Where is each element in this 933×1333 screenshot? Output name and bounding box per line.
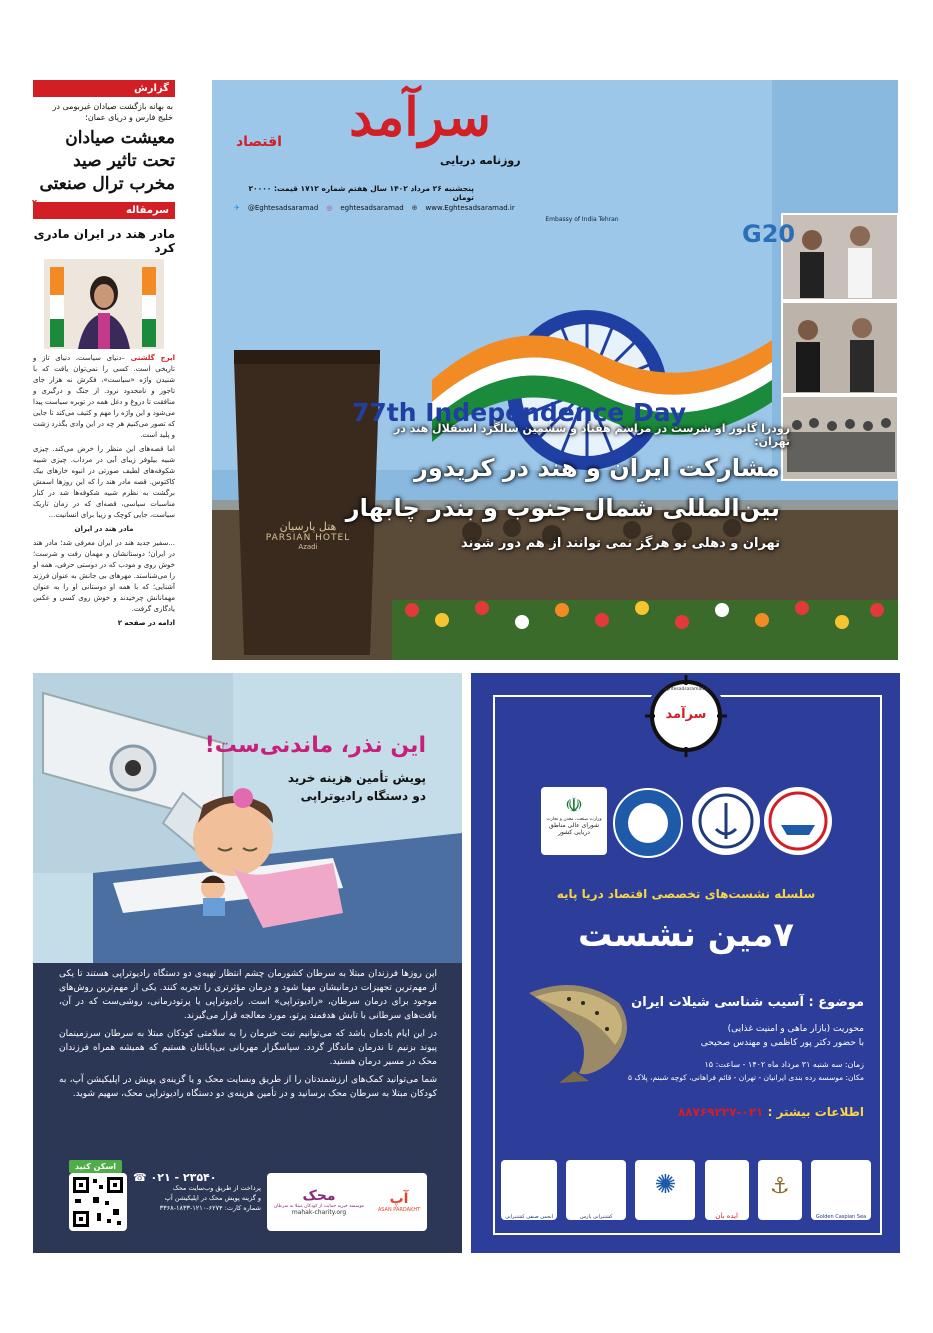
- session-details: [614, 995, 864, 1082]
- editorial-label: سرمقاله: [33, 202, 175, 219]
- editorial-subhead: مادر هند در ایران: [74, 525, 134, 533]
- issue-line: پنجشنبه ۲۶ مرداد ۱۴۰۲ سال هفتم شماره ۱۷۱۲ قیمت: ۲۰۰۰۰ تومان: [248, 184, 474, 202]
- council-name: وزارت صنعت، معدن و تجارت: [546, 817, 602, 822]
- anchor-icon: ⚓: [769, 1174, 790, 1199]
- shipping-logo-icon[interactable]: [763, 785, 833, 857]
- mahak-phone[interactable]: ☎ ۰۲۱ - ۲۳۵۴۰: [133, 1171, 217, 1184]
- helm-logo-site: eghtesadsaramad.ir: [663, 687, 709, 692]
- telegram-icon: ✈: [234, 204, 240, 212]
- bottom-logos: [501, 1157, 871, 1223]
- hero-scene: [212, 80, 898, 660]
- headline-line: تحت تاثیر صید: [73, 151, 175, 171]
- ministry-logo-icon[interactable]: [613, 783, 683, 859]
- logo-caption: ایده بان: [715, 1212, 738, 1220]
- mahak-logo[interactable]: [274, 1188, 364, 1216]
- ad-subtitle-2: دو دستگاه رادیوتراپی: [300, 789, 426, 803]
- phone-number: ۰۲۱ - ۲۳۵۴۰: [150, 1171, 217, 1184]
- podium-fa: هتل پارسیان: [279, 520, 337, 533]
- info-label: اطلاعات بیشتر :: [767, 1105, 864, 1119]
- payment-info: [133, 1173, 261, 1231]
- photo-illustration: [44, 259, 164, 349]
- hero-headline-1[interactable]: مشارکت ایران و هند در کریدور: [414, 454, 780, 482]
- editorial-photo: [44, 259, 164, 349]
- logo-caption: انجمن صنفی کشتیرانی: [505, 1214, 554, 1220]
- info-line[interactable]: [678, 1105, 864, 1119]
- ad-subtitle-1: پویش تأمین هزینه خرید: [287, 771, 426, 785]
- session-focus: محوریت (بازار ماهی و امنیت غذایی): [727, 1024, 864, 1034]
- idehban-logo[interactable]: [705, 1160, 749, 1220]
- golden-caspian-logo[interactable]: [811, 1160, 871, 1220]
- qr-icon: [69, 1173, 127, 1231]
- logo-main: سرآمد: [349, 87, 491, 148]
- scan-label: اسکن کنید: [69, 1160, 122, 1173]
- side-page-number: ۲: [32, 198, 37, 207]
- ad-title: این نذر، ماندنی‌ست!: [204, 733, 426, 758]
- instagram-icon: ◎: [326, 204, 333, 212]
- ad-body: [59, 967, 437, 1101]
- mahak-site: mahak-charity.org: [291, 1209, 347, 1216]
- editorial-body: [33, 353, 175, 615]
- hero-kicker: رودرا گانور او شرست در مراسم هفتاد و ششمین سالگرد استقلال هند در تهران:: [393, 422, 790, 448]
- ad-paragraph: در این ایام یادمان باشد که می‌توانیم نیت خیرمان را به سلامتی کودکان مبتلا به سرطان سرزمینمان پیوند بزنیم تا ندرمان ماندگار گردد. سپاسگزار مهربانی بی‌پایانتان هستیم که همیشه همراه فرزندان محک در مسیر درمان هستید.: [59, 1029, 437, 1067]
- editorial-paragraph: –دنیای سیاست، دنیای تاز و تاریخی است. کسی را نمی‌توان یافت که با شنیدن واژه «سیاست»، فکرش نه هزار جای تاجور و نامحدود نرود. از جنگ و درگیری و منافقت تا دروغ و دغل همه در توبره سیاست پیدا می‌شود و این واژه را مهم و کثیف می‌کند تا جایی که تصور می‌کنیم هر چه در این وادی بگذرد زشت و پلید است.: [33, 354, 175, 439]
- pars-shipping-logo[interactable]: [566, 1160, 626, 1220]
- hero-headline-2[interactable]: بین‌المللی شمال–جنوب و بندر چابهار: [345, 494, 780, 522]
- sponsor-logos: [267, 1173, 427, 1231]
- podium-sub: Azadi: [298, 543, 318, 551]
- website-link[interactable]: www.Eghtesadsaramad.ir: [425, 204, 515, 212]
- logo-caption: Golden Caspian Sea: [815, 1214, 867, 1220]
- session-time: زمان: سه شنبه ۳۱ مرداد ماه ۱۴۰۲ - ساعت: ۱۵: [704, 1060, 864, 1069]
- report-label: گزارش: [33, 80, 175, 97]
- session-topic: موضوع : آسیب شناسی شیلات ایران: [631, 995, 864, 1010]
- card-number: شماره کارت: ۶۲۷۴-۱۲۱۰-۱۸۳۳-۳۳۶۸: [159, 1204, 261, 1212]
- shipping-association-logo[interactable]: [501, 1160, 557, 1220]
- session-place: مکان: موسسه رده بندی ایرانیان - تهران - قائم فراهانی، کوچه شبنم، پلاک ۵: [627, 1073, 864, 1082]
- helm-logo-name: سرآمد: [665, 707, 707, 722]
- classification-logo[interactable]: [635, 1160, 695, 1220]
- logo-sub: اقتصاد: [236, 134, 282, 150]
- navy-logo[interactable]: [758, 1160, 802, 1220]
- qr-code[interactable]: [69, 1173, 127, 1231]
- masthead-logo[interactable]: [236, 88, 491, 158]
- podium-en: PARSIAN HOTEL: [265, 533, 351, 543]
- left-column: [33, 80, 175, 660]
- editorial-paragraph: اما قصه‌های این منظر را خرض می‌کند. چیزی شبیه بیلوفر زیبای آبی در مرداب. چیزی شبیه شکوفه‌های لطیف صورتی در انبوه خارهای بیک کاکتوس. قصه مادر هند را که این روزها اسمش برگشت به نظرم شبیه شکوفه‌ها شد در کنار مناسبات سیاسی، قصه‌ای که در زمان تاریک سیاست، جایی کوچک و زیبا برای انسانیت...: [33, 445, 175, 519]
- continued-link[interactable]: ادامه در صفحه ۲: [117, 619, 175, 627]
- editorial-title[interactable]: مادر هند در ایران مادری کرد: [33, 227, 175, 255]
- ap-logo-sub: ASAN PARDAKHT: [377, 1207, 421, 1213]
- mahak-logo-name: محک: [302, 1188, 336, 1204]
- payment-line: پرداخت از طریق وب‌سایت محک: [172, 1184, 261, 1192]
- ad-frame: [493, 695, 882, 1235]
- headline-line: معیشت صیادان: [65, 128, 175, 148]
- ports-logo-icon[interactable]: [691, 785, 761, 857]
- ap-logo[interactable]: [378, 1191, 420, 1213]
- headline-line: مخرب ترال صنعتی: [39, 174, 175, 194]
- embassy-label: Embassy of India Tehran: [545, 216, 619, 223]
- ad-paragraph: شما می‌توانید کمک‌های ارزشمندتان را از طریق وبسایت محک و یا گزینه‌ی پویش در اپلیکیشن آپ، به کودکان مبتلا به سرطان محک برسانید و در تأمین هزینه‌ی دو دستگاه رادیوتراپی محک، سهیم شوید.: [59, 1075, 437, 1099]
- flower-arrangement: [392, 600, 898, 660]
- instagram-handle[interactable]: eghtesadsaramad: [340, 204, 404, 212]
- series-title: سلسله نشست‌های تخصصی اقتصاد دریا پایه: [556, 887, 816, 901]
- emblem-icon: ☫: [565, 793, 583, 817]
- mahak-ad[interactable]: [33, 673, 462, 1253]
- telegram-handle[interactable]: @Eghtesadsaramad: [247, 204, 319, 212]
- globe-icon: ⊕: [411, 204, 418, 212]
- logo-caption: کشتیرانی پارس: [579, 1214, 613, 1220]
- info-phone: ۰۲۱-۸۸۷۶۹۲۲۷: [677, 1105, 764, 1119]
- session-title: ۷مین نشست: [577, 915, 795, 955]
- hero-subhead: تهران و دهلی نو هرگز نمی توانند از هم دور شوند: [460, 536, 780, 551]
- inset-photo-1: [782, 214, 898, 300]
- council-label: شورای عالی مناطق دریایی کشور: [548, 822, 600, 836]
- session-ad[interactable]: [471, 673, 900, 1253]
- session-speakers: با حضور دکتر پور کاظمی و مهندس صحیحی: [700, 1038, 864, 1048]
- report-lead: به بهانه بازگشت صیادان غیربومی در خلیج فارس و دریای عمان؛: [52, 102, 173, 122]
- tagline: روزنامه دریایی: [440, 154, 521, 167]
- social-links: [234, 204, 515, 212]
- ap-logo-name: آپ: [389, 1191, 409, 1207]
- hero-photo: [212, 80, 898, 660]
- ad-illustration: [33, 673, 462, 963]
- g20-logo: G20: [742, 220, 796, 248]
- globe-icon: ✺: [654, 1170, 677, 1200]
- ad-paragraph: این روزها فرزندان مبتلا به سرطان کشورمان چشم انتظار تهیه‌ی دو دستگاه رادیوتراپی هستند تا یکی از مهم‌ترین تجهیزات درمانیشان مهیا شود و درمان مؤثرتری را تجربه کنند. یکی از مهم‌ترین روش‌های موجود برای درمان سرطان، «رادیوتراپی» است. رادیوتراپی یا پرتودرمانی، روشی‌ست که در آن، بافت‌های سرطانی با تابش هدفمند پرتو، مورد معالجه قرار می‌گیرند.: [59, 969, 437, 1021]
- author-name: ایرج گلشنی: [130, 354, 176, 362]
- editorial-paragraph: ...سفیر جدید هند در ایران معرفی شد؛ مادر هند در ایران؛ دوستانشان و مهمان رفت و شرست؛ خوش روی و مودب که در دوستی حرفی، همه او را می‌شناسند. مهرهای بی جانش به عنوان فرزند آشنایی؛ که با همه او دوستانی او را به عنوان مهمانانش چرخیدند و خوش روی کسی و عکس یادگاری گرفت.: [33, 539, 175, 613]
- council-logo[interactable]: [541, 787, 607, 855]
- screen-title: 77th Independence Day: [352, 398, 687, 427]
- report-headline[interactable]: [33, 127, 175, 196]
- payment-line: و گزینه پویش محک در اپلیکیشن آپ: [164, 1194, 261, 1202]
- mahak-logo-sub: موسسه خیریه حمایت از کودکان مبتلا به سرطان: [273, 1204, 365, 1209]
